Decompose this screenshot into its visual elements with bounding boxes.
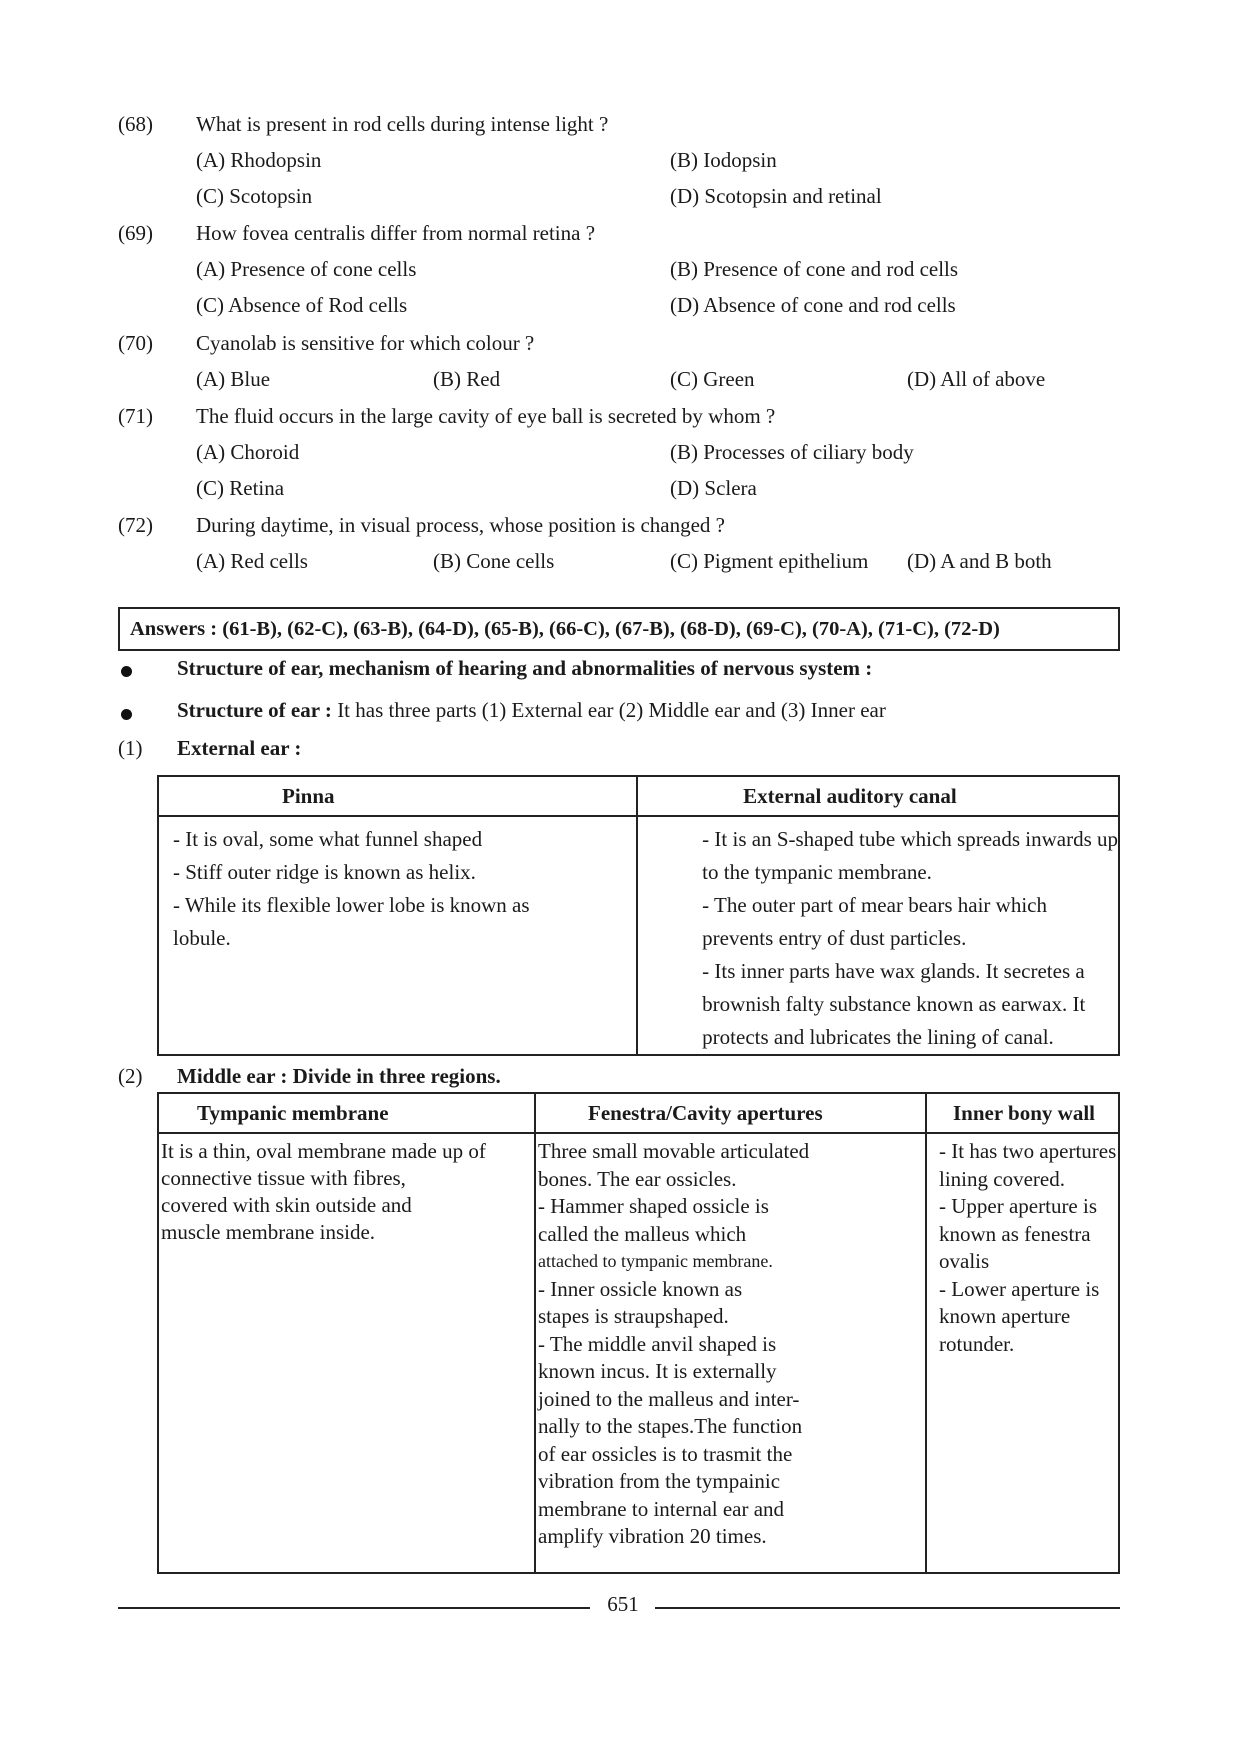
cell-line: covered with skin outside and <box>161 1193 412 1217</box>
question-text: Cyanolab is sensitive for which colour ? <box>196 331 535 355</box>
question-number: (72) <box>118 513 153 537</box>
table-header-cell: External auditory canal <box>637 776 1119 816</box>
cell-line: brownish falty substance known as earwax. It <box>702 992 1086 1016</box>
middle-ear-number: (2) <box>118 1064 143 1088</box>
cell-line: - While its flexible lower lobe is known as <box>173 893 530 917</box>
cell-line: - It is oval, some what funnel shaped <box>173 827 483 851</box>
question-option: (A) Blue <box>196 367 271 391</box>
question-number: (70) <box>118 331 153 355</box>
cell-line: - Its inner parts have wax glands. It secretes a <box>702 959 1085 983</box>
question-option: (A) Red cells <box>196 549 308 573</box>
cell-line: amplify vibration 20 times. <box>538 1524 767 1548</box>
pinna-cell <box>158 816 637 1055</box>
cell-line: known as fenestra <box>939 1221 1091 1246</box>
cell-line: muscle membrane inside. <box>161 1220 376 1244</box>
table-header-row <box>158 776 1119 816</box>
cell-line: - It is an S-shaped tube which spreads inwards up <box>702 827 1118 851</box>
question-option: (A) Choroid <box>196 440 300 464</box>
section-heading: Structure of ear, mechanism of hearing and abnormalities of nervous system : <box>177 656 873 680</box>
question-option: (B) Processes of ciliary body <box>670 440 914 464</box>
cell-line: - It has two apertures <box>939 1139 1117 1163</box>
question-option: (D) Absence of cone and rod cells <box>670 293 956 317</box>
external-ear-table <box>157 775 1120 1056</box>
question-option: (A) Rhodopsin <box>196 148 322 172</box>
table-header-cell: Inner bony wall <box>926 1093 1119 1133</box>
bony-wall-cell <box>926 1133 1119 1573</box>
cell-line: - Lower aperture is <box>939 1276 1100 1301</box>
question-text: The fluid occurs in the large cavity of eye ball is secreted by whom ? <box>196 404 776 428</box>
question-number: (71) <box>118 404 153 428</box>
question-number: (68) <box>118 112 153 136</box>
question-option: (D) All of above <box>907 367 1046 391</box>
middle-ear-title: Middle ear : Divide in three regions. <box>177 1064 501 1088</box>
external-ear-number: (1) <box>118 736 143 760</box>
question-option: (C) Green <box>670 367 755 391</box>
middle-ear-table <box>157 1092 1120 1574</box>
question-option: (D) A and B both <box>907 549 1052 573</box>
question-option: (D) Scotopsin and retinal <box>670 184 882 208</box>
footer-rule-right <box>655 1607 1120 1609</box>
cell-line: bones. The ear ossicles. <box>538 1166 737 1191</box>
cell-line: protects and lubricates the lining of canal. <box>702 1025 1054 1049</box>
cell-line: membrane to internal ear and <box>538 1496 785 1521</box>
question-option: (B) Cone cells <box>433 549 555 573</box>
cell-line: lining covered. <box>939 1166 1065 1191</box>
cell-line: known incus. It is externally <box>538 1359 777 1383</box>
ear-structure-text: It has three parts (1) External ear (2) Middle ear and (3) Inner ear <box>331 698 886 722</box>
question-option: (C) Absence of Rod cells <box>196 293 408 317</box>
cell-line: rotunder. <box>939 1331 1015 1356</box>
fenestra-cell <box>535 1133 926 1573</box>
cell-line: called the malleus which <box>538 1221 747 1246</box>
question-option: (C) Scotopsin <box>196 184 313 208</box>
cell-line: of ear ossicles is to trasmit the <box>538 1441 793 1466</box>
answer-key-box <box>118 607 1120 651</box>
cell-line: prevents entry of dust particles. <box>702 926 967 950</box>
cell-line: - Upper aperture is <box>939 1194 1098 1218</box>
external-ear-title: External ear : <box>177 736 302 760</box>
question-number: (69) <box>118 221 153 245</box>
question-text: What is present in rod cells during intense light ? <box>196 112 609 136</box>
canal-cell <box>637 816 1119 1055</box>
table-header-cell: Fenestra/Cavity apertures <box>535 1093 926 1133</box>
cell-line: Three small movable articulated <box>538 1139 810 1163</box>
cell-line: connective tissue with fibres, <box>161 1166 406 1190</box>
question-option: (C) Retina <box>196 476 285 500</box>
footer-rule-left <box>118 1607 590 1609</box>
page-number: 651 <box>607 1592 639 1616</box>
question-option: (D) Sclera <box>670 476 757 500</box>
cell-line: to the tympanic membrane. <box>702 860 932 884</box>
cell-line: ovalis <box>939 1249 990 1273</box>
cell-line: stapes is straupshaped. <box>538 1304 729 1328</box>
question-option: (B) Presence of cone and rod cells <box>670 257 959 281</box>
cell-line: joined to the malleus and inter- <box>538 1386 800 1411</box>
cell-line: known aperture <box>939 1304 1071 1328</box>
question-option: (C) Pigment epithelium <box>670 549 869 573</box>
cell-line: - Stiff outer ridge is known as helix. <box>173 860 476 884</box>
question-option: (B) Red <box>433 367 501 391</box>
cell-line: - Hammer shaped ossicle is <box>538 1194 769 1218</box>
question-text: How fovea centralis differ from normal retina ? <box>196 221 596 245</box>
cell-line: attached to tympanic membrane. <box>538 1251 773 1271</box>
tympanic-cell <box>158 1133 535 1573</box>
table-header-row <box>158 1093 1119 1133</box>
ear-structure-line <box>177 698 886 723</box>
cell-line: lobule. <box>173 926 231 950</box>
ear-structure-label: Structure of ear : <box>177 698 332 722</box>
question-option: (B) Iodopsin <box>670 148 777 172</box>
cell-line: vibration from the tympainic <box>538 1469 781 1493</box>
table-header-cell: Tympanic membrane <box>158 1093 535 1133</box>
table-header-cell: Pinna <box>158 776 637 816</box>
cell-line: - Inner ossicle known as <box>538 1276 743 1301</box>
cell-line: nally to the stapes.The function <box>538 1414 803 1438</box>
cell-line: It is a thin, oval membrane made up of <box>161 1139 486 1163</box>
cell-line: - The outer part of mear bears hair which <box>702 893 1047 917</box>
question-option: (A) Presence of cone cells <box>196 257 417 281</box>
table-row <box>158 816 1119 1055</box>
table-row <box>158 1133 1119 1573</box>
bullet-icon <box>121 709 132 720</box>
bullet-icon <box>121 666 132 677</box>
cell-line: - The middle anvil shaped is <box>538 1331 777 1356</box>
question-text: During daytime, in visual process, whose position is changed ? <box>196 513 725 537</box>
answer-key-text: Answers : (61-B), (62-C), (63-B), (64-D), (65-B), (66-C), (67-B), (68-D), (69-C), (70-A), (71-C), (72-D) <box>130 617 1000 640</box>
